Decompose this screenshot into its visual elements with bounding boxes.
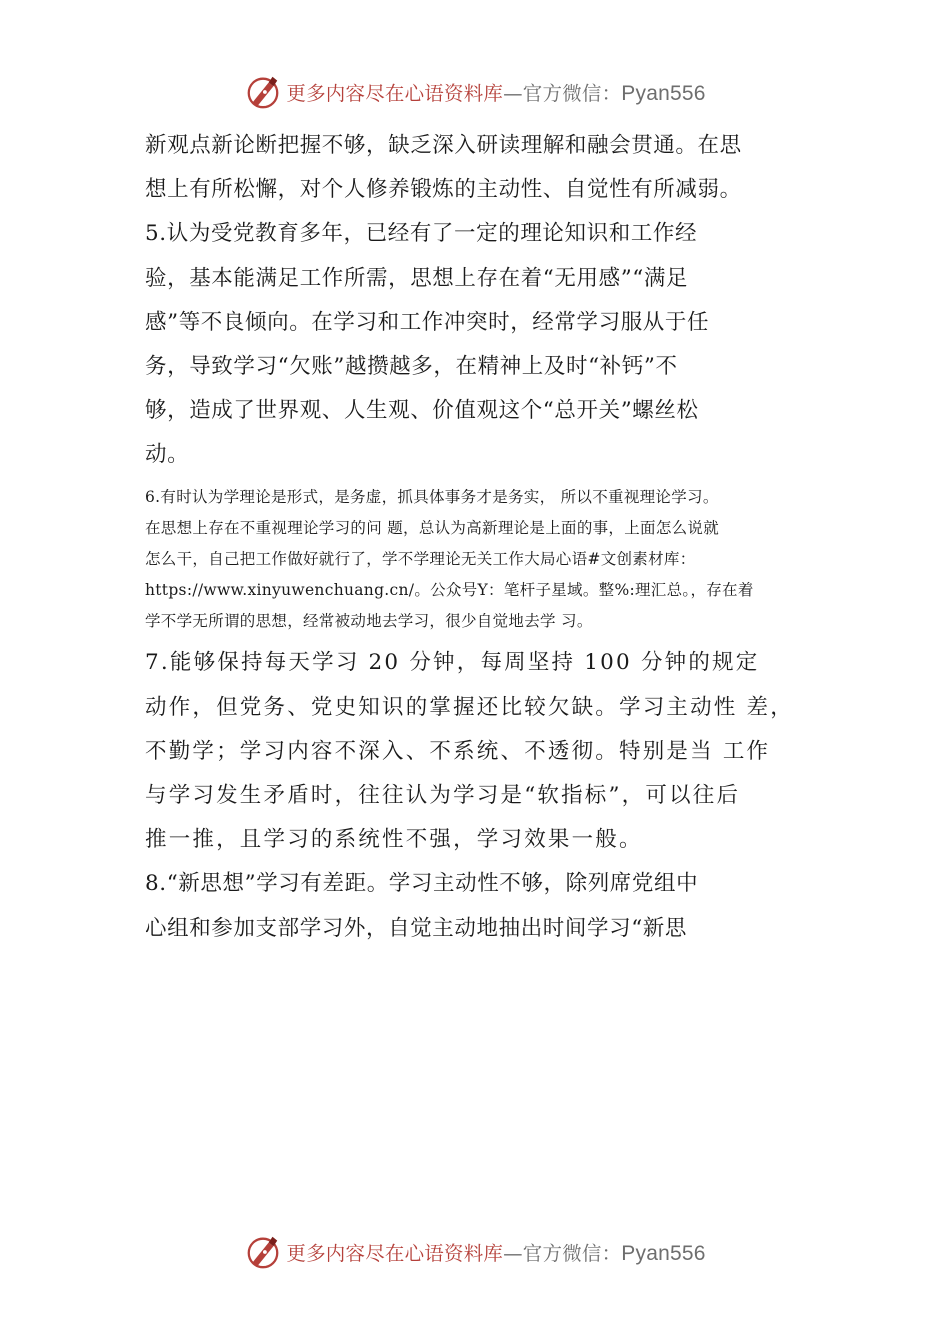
body-line: 与学习发生矛盾时，往往认为学习是“软指标”，可以往后 <box>145 783 741 808</box>
body-line: 不勤学；学习内容不深入、不系统、不透彻。特别是当 工作 <box>145 738 771 764</box>
header-banner <box>0 72 950 112</box>
body-line-small: 怎么干，自己把工作做好就行了，学不学理论无关工作大局心语#文创素材库： <box>145 549 696 568</box>
body-line: 7.能够保持每天学习 20 分钟，每周坚持 100 分钟的规定 <box>145 650 760 676</box>
body-line-small: 6.有时认为学理论是形式，是务虚，抓具体事务才是务实， 所以不重视理论学习。 <box>145 487 719 506</box>
footer-banner <box>0 1232 950 1272</box>
body-line: 推一推，且学习的系统性不强，学习效果一般。 <box>145 827 643 853</box>
header-wechat-id: Pyan556 <box>621 82 706 105</box>
footer-text-gray: —官方微信： <box>503 1242 622 1265</box>
header-text-red: 更多内容尽在心语资料库 <box>286 82 504 105</box>
document-body <box>145 124 835 951</box>
footer-text-red: 更多内容尽在心语资料库 <box>286 1242 504 1265</box>
body-line: 5.认为受党教育多年，已经有了一定的理论知识和工作经 <box>145 221 698 247</box>
body-line-small: 在思想上存在不重视理论学习的问 题，总认为高新理论是上面的事，上面怎么说就 <box>145 518 720 537</box>
body-line-small: 学不学无所谓的思想，经常被动地去学习，很少自觉地去学 习。 <box>145 612 593 631</box>
pen-nib-circle-icon <box>244 1233 282 1271</box>
body-line: 心组和参加支部学习外，自觉主动地抽出时间学习“新思 <box>145 915 687 941</box>
body-line: 动作，但党务、党史知识的掌握还比较欠缺。学习主动性 差， <box>145 694 794 720</box>
body-line: 新观点新论断把握不够，缺乏深入研读理解和融会贯通。在思 <box>145 133 742 158</box>
body-line: 动。 <box>145 442 190 468</box>
body-line: 够，造成了世界观、人生观、价值观这个“总开关”螺丝松 <box>145 398 699 424</box>
header-text-gray: —官方微信： <box>503 82 622 105</box>
footer-text <box>286 1238 705 1266</box>
body-line: 验，基本能满足工作所需，思想上存在着“无用感”“满足 <box>145 265 689 291</box>
body-line: 想上有所松懈，对个人修养锻炼的主动性、自觉性有所减弱。 <box>145 177 742 203</box>
body-line-small: https://www.xinyuwenchuang.cn/。公众号Y：笔杆子星域。整%:理汇总。，存在着 <box>145 581 754 600</box>
pen-nib-circle-icon <box>244 73 282 111</box>
header-text <box>286 78 705 106</box>
footer-wechat-id: Pyan556 <box>621 1242 706 1265</box>
body-line: 感”等不良倾向。在学习和工作冲突时，经常学习服从于任 <box>145 309 710 335</box>
body-line: 务，导致学习“欠账”越攒越多，在精神上及时“补钙”不 <box>145 353 678 379</box>
body-line: 8.“新思想”学习有差距。学习主动性不够，除列席党组中 <box>145 871 699 897</box>
